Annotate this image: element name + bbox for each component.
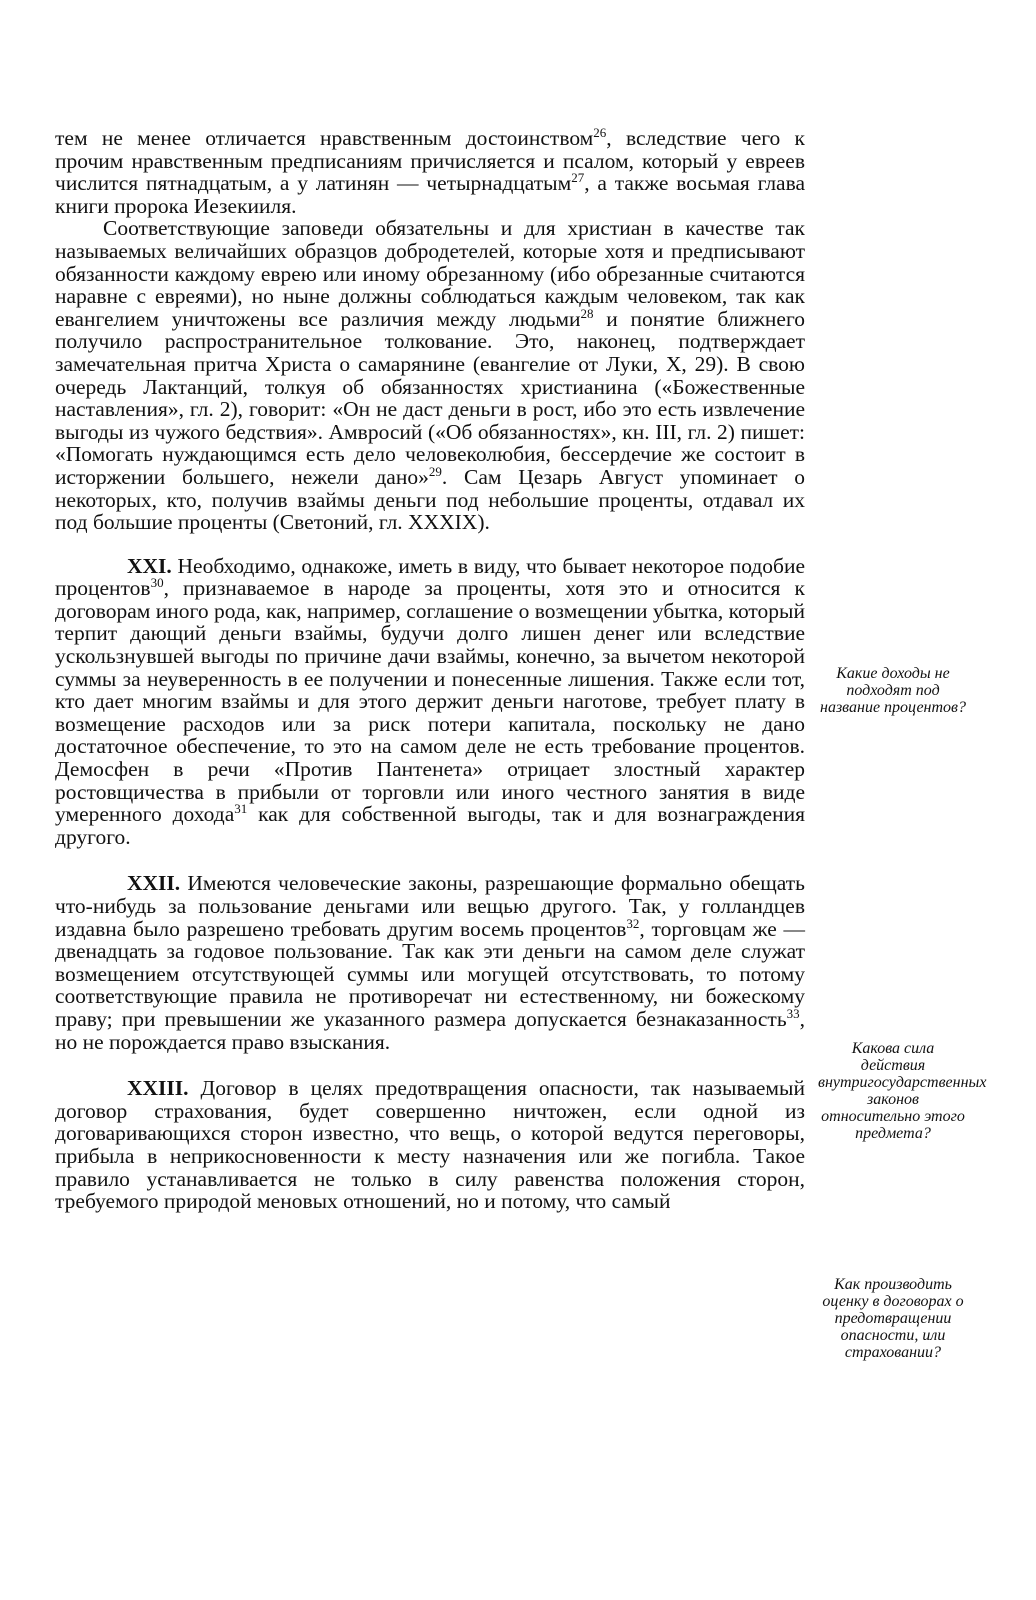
footnote-ref: 31: [234, 801, 248, 817]
section-xxiii: [55, 1077, 805, 1213]
section-number: XXI.: [127, 553, 172, 578]
footnote-ref: 33: [786, 1005, 800, 1021]
section-xxii: [55, 872, 805, 1053]
text-run: и понятие ближнего получило распространительное толкование. Это, наконец, подтверждает замечательная притча Христа о самарянине (евангелие от Луки, X, 29). В свою очередь Лактанций, толкуя об обязанностях христианина («Божественные наставления», гл. 2), говорит: «Он не даст деньги в рост, ибо это есть извлечение выгоды из чужого бедствия». Амвросий («Об обязанностях», кн. III, гл. 2) пишет: «Помогать нуждающимся есть дело человеколюбия, бессердечие же состоит в исторжении большего, нежели дано»: [55, 306, 805, 489]
footnote-ref: 26: [593, 124, 607, 140]
text-run: , а также восьмая глава книги пророка Иезекииля.: [55, 171, 805, 218]
text-run: как для собственной выгоды, так и для вознаграждения другого.: [55, 802, 805, 849]
text-run: Договор в целях предотвращения опасности, так называемый договор страхования, будет совершенно ничтожен, если одной из договаривающихся сторон известно, что вещь, о которой ведутся переговоры, прибыла в неприкосновенности к месту назначения или же погибла. Такое правило устанавливается не только в силу равенства положения сторон, требуемого природой меновых отношений, но и потому, что самый: [55, 1076, 805, 1214]
text-run: . Сам Цезарь Август упоминает о некоторых, кто, получив взаймы деньги под небольшие проценты, отдавал их под большие проценты (Светоний, гл. XXXIX).: [55, 464, 805, 535]
footnote-ref: 32: [626, 915, 640, 931]
text-run: тем не менее отличается нравственным достоинством: [55, 126, 594, 150]
main-text: [55, 124, 806, 1214]
footnote-ref: 27: [571, 170, 585, 186]
paragraph-2: [55, 217, 805, 533]
section-xxi: [55, 555, 805, 849]
section-number: XXII.: [127, 871, 181, 896]
footnote-ref: 29: [428, 463, 442, 479]
text-run: Необходимо, однакоже, иметь в виду, что бывает некоторое подобие процентов: [55, 553, 805, 601]
text-run: , но не порождается право взыскания.: [55, 1006, 805, 1054]
margin-note-xxii: Какова сила действия внутригосударственных законов относительно этого предмета?: [818, 1040, 987, 1142]
footnote-ref: 28: [580, 305, 594, 321]
text-run: Имеются человеческие законы, разрешающие формально обещать что-нибудь за пользование деньгами или вещью другого. Так, у голландцев издавна было разрешено требовать другим восемь процентов: [55, 871, 805, 941]
section-number: XXIII.: [127, 1076, 189, 1101]
footnote-ref: 30: [150, 575, 164, 591]
text-run: Соответствующие заповеди обязательны и для христиан в качестве так называемых величайших образцов добродетелей, которые хотя и предписывают обязанности каждому еврею или иному обрезанному (ибо обрезанные считаются наравне с евреями), но ныне должны соблюдаться каждым человеком, так как евангелием уничтожены все различия между людьми: [55, 216, 805, 331]
text-run: , вследствие чего к прочим нравственным предписаниям причисляется и псалом, который у евреев числится пятнадцатым, а у латинян — четырнадцатым: [55, 126, 806, 196]
text-run: , признаваемое в народе за проценты, хотя это и относится к договорам иного рода, как, например, соглашение о возмещении убытка, который терпит дающий деньги взаймы, будучи долго лишен денег или вследствие ускользнувшей выгоды по причине дачи взаймы, конечно, за вычетом некоторой суммы за неуверенность в ее получении и понесенные лишения. Также если тот, кто дает многим взаймы и для этого держит деньги наготове, требует плату в возмещение расходов или за риск потери капитала, поскольку не дано достаточное обеспечение, то это на самом деле не есть требование процентов. Демосфен в речи «Против Пантенета» отрицает злостный характер ростовщичества в прибыли от торговли или иного честного занятия в виде умеренного дохода: [55, 576, 805, 827]
text-run: , торговцам же — двенадцать за годовое пользование. Так как эти деньги на самом деле служат возмещением отсутствующей суммы или могущей отсутствовать, то потому соответствующие правила не противоречат ни естественному, ни божескому праву; при превышении же указанного размера допускается безнаказанность: [55, 916, 805, 1031]
margin-note-xxi: Какие доходы не подходят под название процентов?: [820, 665, 966, 716]
margin-note-xxiii: Как производить оценку в договорах о предотвращении опасности, или страховании?: [822, 1276, 964, 1361]
paragraph-1: [55, 124, 806, 218]
